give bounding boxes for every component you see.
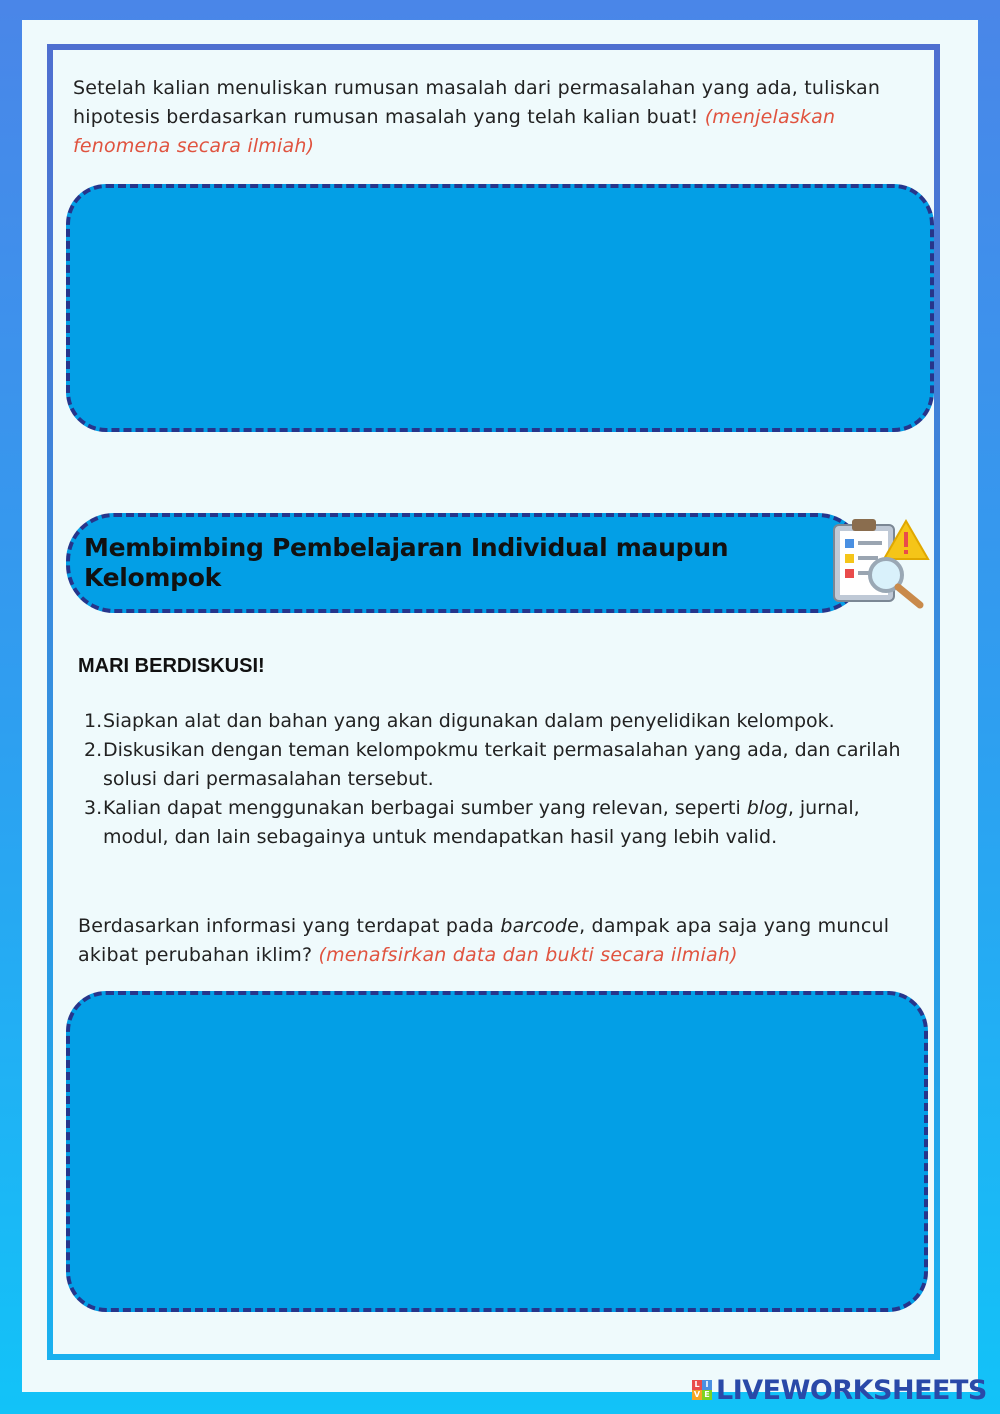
step-text: Diskusikan dengan teman kelompokmu terkait permasalahan yang ada, dan carilah solusi dari permasalahan tersebut. [103, 739, 901, 790]
logo-badge-letter: V [693, 1390, 701, 1399]
banner-title: Membimbing Pembelajaran Individual maupun Kelompok [84, 533, 729, 592]
impact-hint: (menafsirkan data dan bukti secara ilmiah) [318, 944, 738, 966]
impact-prompt-text: Berdasarkan informasi yang terdapat pada [78, 915, 501, 937]
discussion-heading: MARI BERDISKUSI! [78, 655, 265, 677]
hypothesis-prompt [73, 74, 913, 161]
step-number: 1. [84, 710, 103, 732]
step-text: Kalian dapat menggunakan berbagai sumber yang relevan, seperti [103, 797, 747, 819]
clipboard-search-warning-icon [828, 515, 932, 611]
discussion-steps [78, 707, 908, 852]
logo-text: LIVEWORKSHEETS [716, 1374, 987, 1406]
section-banner [66, 513, 866, 613]
list-item [78, 736, 908, 794]
impact-answer-box[interactable] [66, 991, 928, 1312]
impact-emphasis: barcode [500, 915, 580, 937]
impact-prompt-text-continued: , dampak apa saja yang muncul akibat perubahan iklim? [78, 915, 890, 966]
step-text-continued: , jurnal, modul, dan lain sebagainya untuk mendapatkan hasil yang lebih valid. [103, 797, 860, 848]
logo-badge-icon [692, 1380, 712, 1400]
logo-badge-letter: E [702, 1390, 712, 1400]
list-item [78, 707, 908, 736]
logo-badge-letter: I [702, 1380, 712, 1390]
liveworksheets-logo [692, 1375, 987, 1405]
impact-prompt [78, 912, 928, 970]
step-number: 2. [84, 739, 103, 761]
step-emphasis: blog [746, 797, 788, 819]
hypothesis-answer-box[interactable] [66, 184, 934, 432]
list-item [78, 794, 908, 852]
step-text: Siapkan alat dan bahan yang akan digunakan dalam penyelidikan kelompok. [103, 710, 835, 732]
logo-badge-letter: L [692, 1380, 702, 1390]
hypothesis-hint: (menjelaskan fenomena secara ilmiah) [73, 106, 836, 157]
hypothesis-prompt-text: Setelah kalian menuliskan rumusan masalah dari permasalahan yang ada, tuliskan hipotesis berdasarkan rumusan masalah yang telah kalian buat! [73, 77, 881, 128]
step-number: 3. [84, 797, 103, 819]
